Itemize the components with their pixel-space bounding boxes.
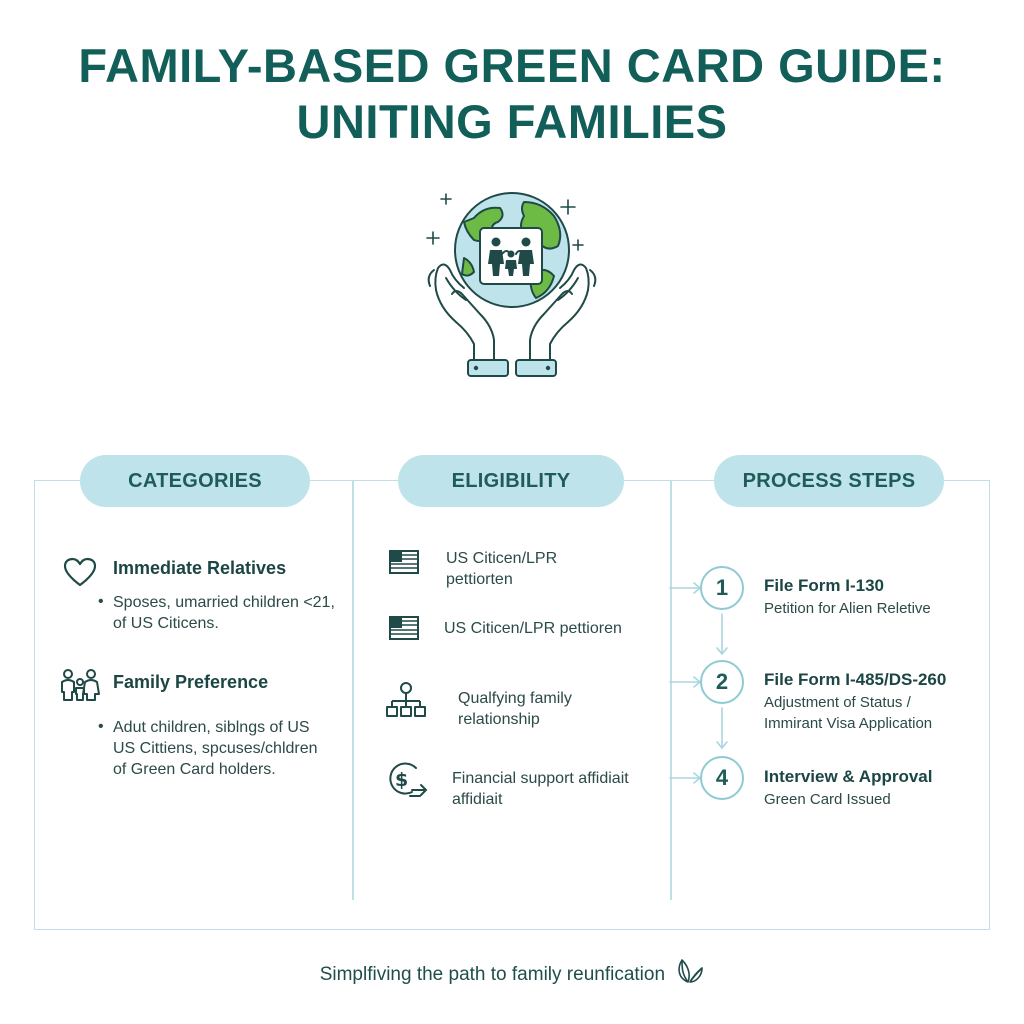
immediate-relatives-title: Immediate Relatives [113,558,287,578]
globe-hands-family-illustration [412,188,612,380]
immediate-relatives-desc: Sposes, umarried children <21, of US Citicens. [113,594,335,632]
us-flag-icon [388,548,420,576]
step-2-title: File Form I-485/DS-260 [764,670,947,689]
step-1-number: 1 [700,566,744,610]
family-preference-desc: Adut children, siblngs of US US Cittiens, spcuses/chldren of Green Card holders. [113,719,318,778]
eligibility-item-2: US Citicen/LPR pettioren [444,620,622,637]
eligibility-heading: ELIGIBILITY [398,455,624,507]
step-2-desc: Adjustment of Status / Immirant Visa Application [764,694,933,732]
title-line-1: FAMILY-BASED GREEN CARD GUIDE: [78,39,946,92]
page-title [0,38,1024,150]
footer-text: Simplfiving the path to family reunfication [319,964,666,985]
column-divider [352,480,354,900]
step-1-desc: Petition for Alien Reletive [764,600,931,617]
family-tree-icon [384,680,428,720]
step-3-title: Interview & Approval [764,767,933,786]
eligibility-item-4: Financial support affidiait affidiait [452,770,629,808]
svg-text:$: $ [395,769,409,791]
family-icon [58,668,102,702]
eligibility-item-3: Qualfying family relationship [458,690,572,728]
us-flag-icon [388,614,420,642]
financial-support-icon [386,760,432,802]
family-preference-title: Family Preference [113,672,269,692]
bullet-dot: • [98,593,104,610]
step-2-number: 2 [700,660,744,704]
bullet-dot: • [98,718,104,735]
step-1-title: File Form I-130 [764,576,884,595]
title-line-2: UNITING FAMILIES [296,95,728,148]
step-3-number: 4 [700,756,744,800]
categories-heading: CATEGORIES [80,455,310,507]
eligibility-item-1: US Citicen/LPR pettiorten [446,550,558,588]
process-steps-heading: PROCESS STEPS [714,455,944,507]
step-3-desc: Green Card Issued [764,791,891,808]
footer [0,956,1024,986]
heart-icon [62,556,98,588]
leaf-icon [674,956,704,986]
